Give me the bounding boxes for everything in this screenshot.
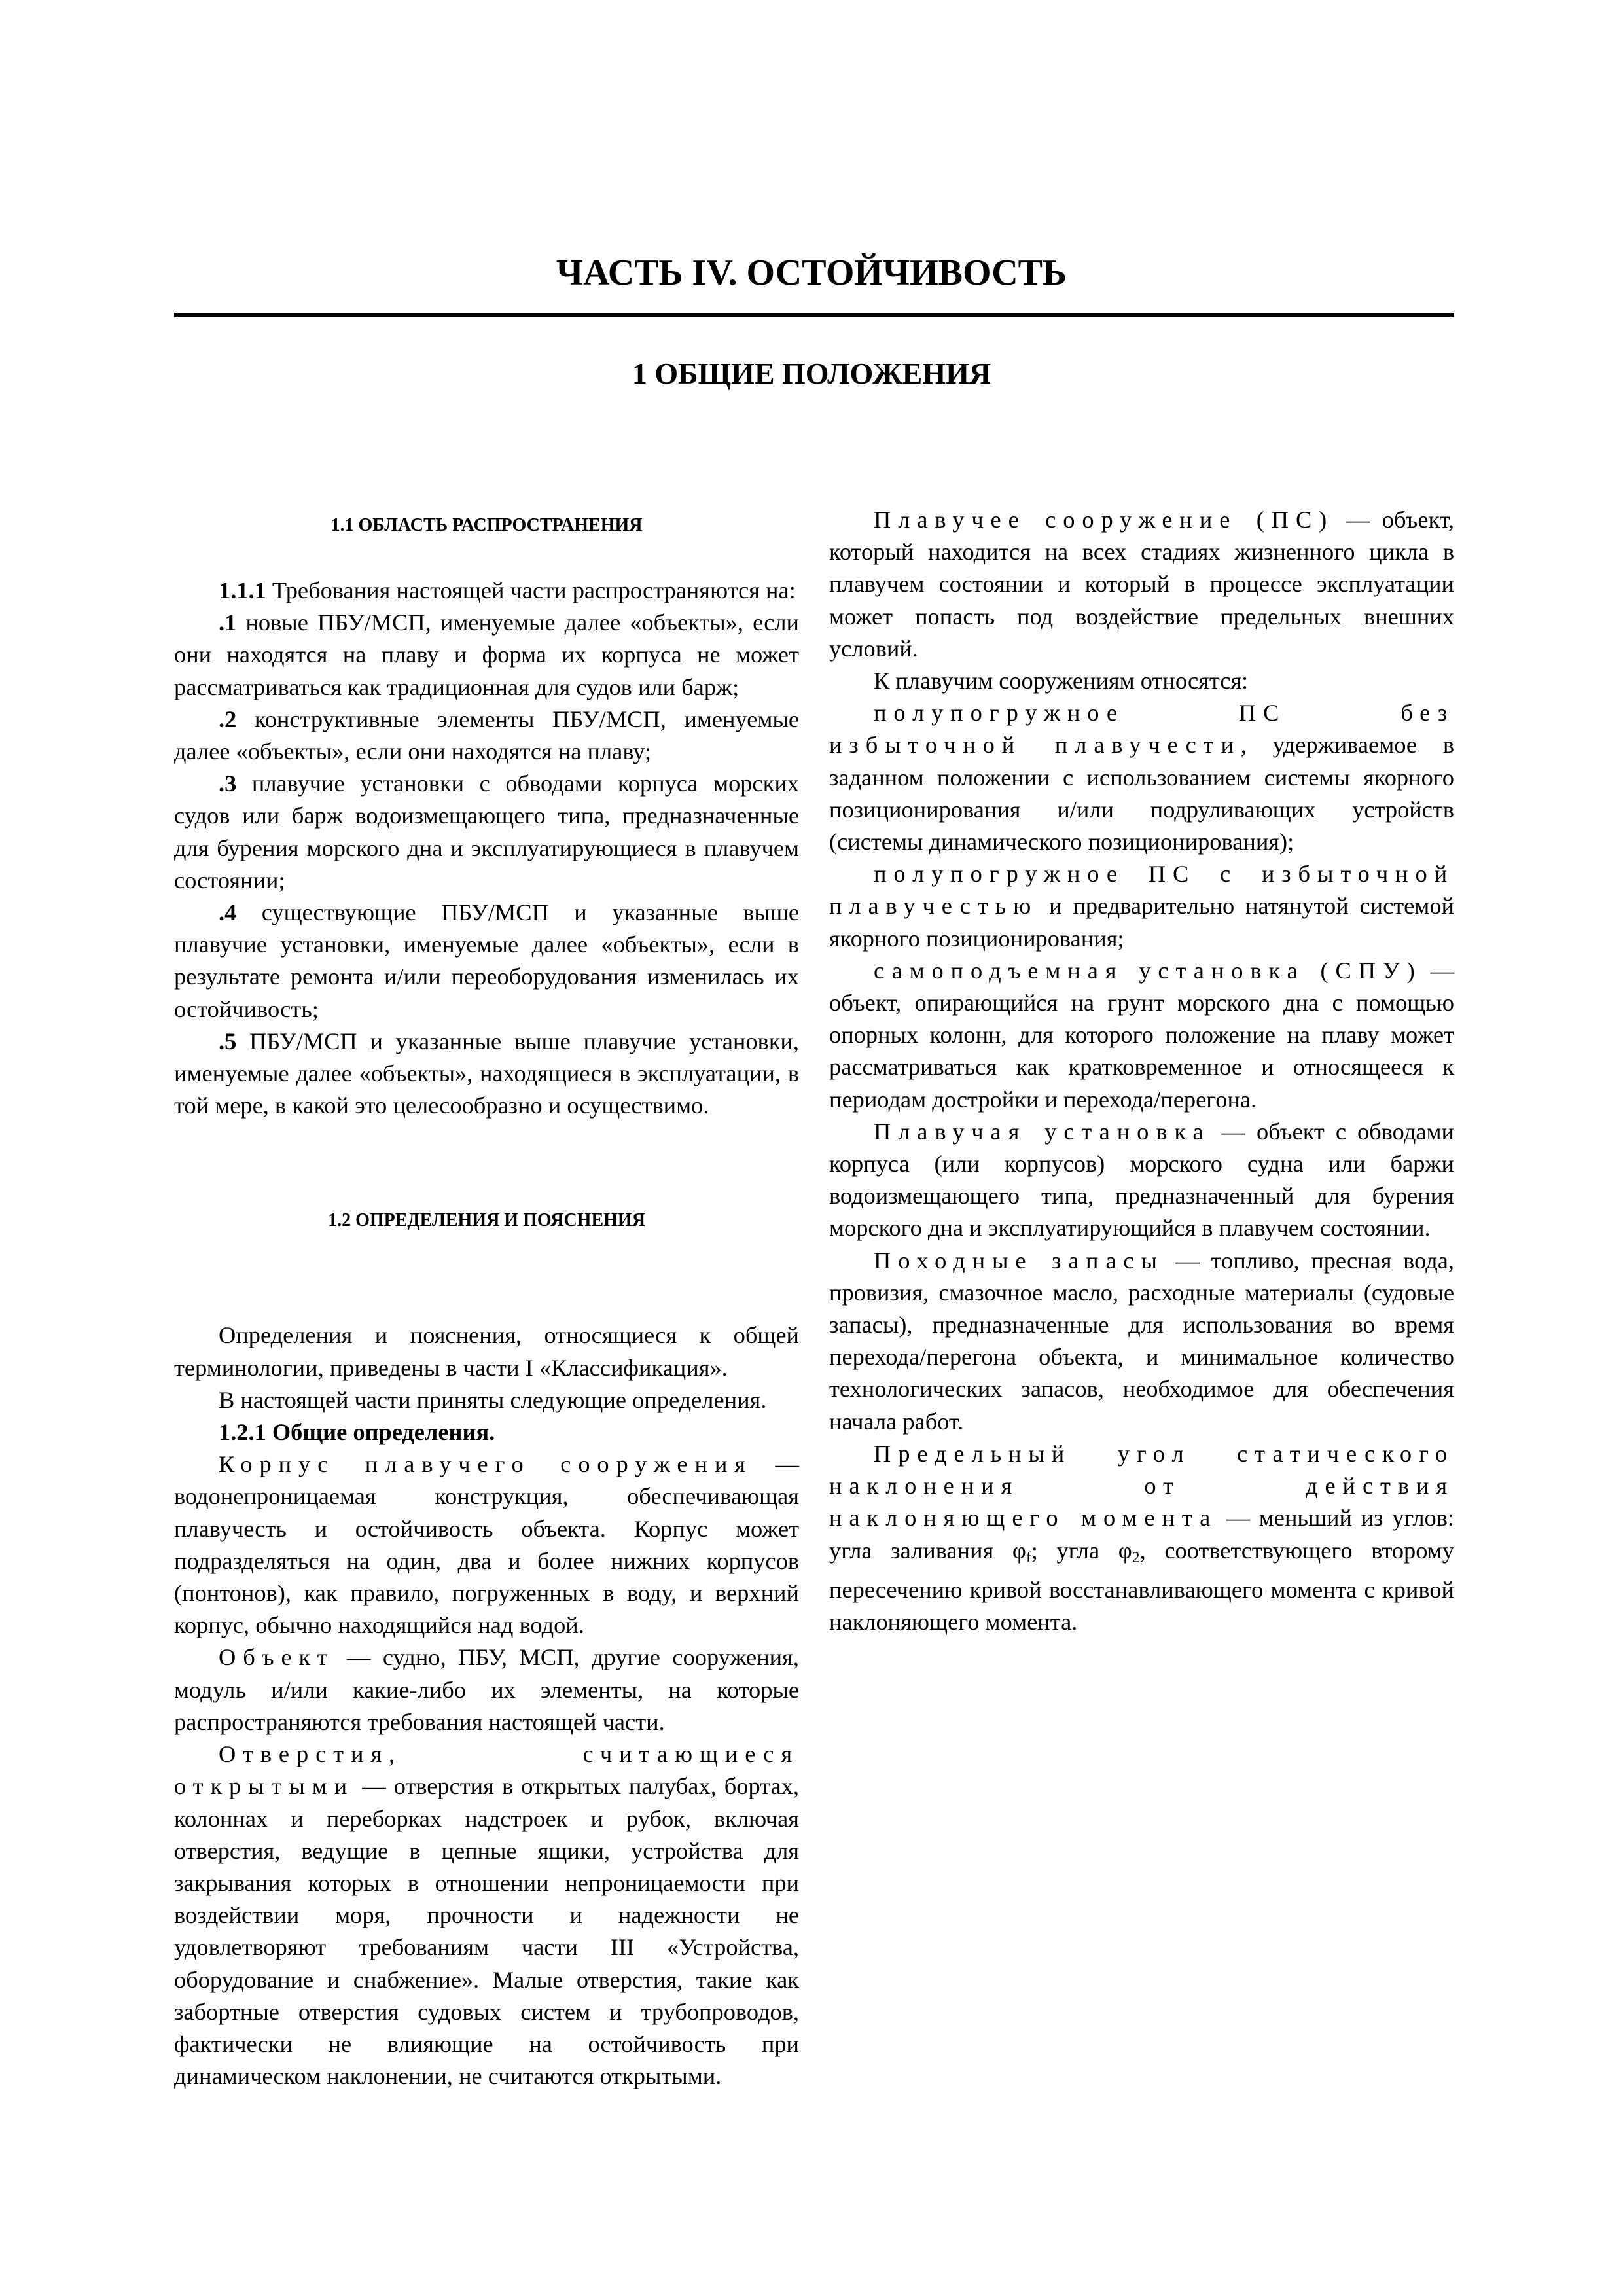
definition-semisub-buoyancy <box>829 858 1454 955</box>
subheading-general-definitions: 1.2.1 Общие определения. <box>219 1419 495 1446</box>
definition-openings <box>174 1738 799 2092</box>
paragraph-number: 1.1.1 <box>219 577 266 603</box>
left-column <box>174 504 799 2092</box>
definition-jackup <box>829 955 1454 1116</box>
heading-definitions: 1.2 ОПРЕДЕЛЕНИЯ И ПОЯСНЕНИЯ <box>328 1210 645 1231</box>
definition-text: , удерживаемое в заданном положении с использованием системы якорного позиционирования и/или подруливающих устройств (системы динамического позиционирования); <box>829 732 1455 855</box>
title-rule <box>174 313 1454 317</box>
definition-text: — меньший из углов: угла заливания φ <box>829 1505 1454 1564</box>
definition-text: ; угла φ <box>1031 1537 1132 1564</box>
list-item-number: .3 <box>219 770 237 797</box>
definition-floating-unit <box>829 1116 1454 1245</box>
definition-term: полупогружное ПС без избыточной плавучести <box>829 700 1454 759</box>
definition-text: , соответствующего второму пересечению кривой восстанавливающего момента с кривой наклоняющего момента. <box>829 1537 1454 1635</box>
list-item-number: .2 <box>219 706 237 732</box>
list-item-1 <box>174 607 799 704</box>
list-item-5 <box>174 1026 799 1122</box>
list-item-2 <box>174 704 799 768</box>
definition-voyage-stores <box>829 1245 1454 1438</box>
definition-floating-structure <box>829 504 1454 665</box>
definition-text: — объект с обводами корпуса (или корпусов) морского судна или баржи водоизмещающего типа, предназначенный для бурения морского дна и эксплуатирующийся в плавучем состоянии. <box>829 1118 1454 1242</box>
definition-term: самоподъемная установка (СПУ) <box>874 957 1422 984</box>
definition-hull <box>174 1448 799 1641</box>
list-item-text: новые ПБУ/МСП, именуемые далее «объекты», если они находятся на плаву и форма их корпуса не может рассматриваться как традиционная для судов или барж; <box>174 609 799 700</box>
section-title: 1 ОБЩИЕ ПОЛОЖЕНИЯ <box>632 357 991 390</box>
floating-structures-note: К плавучим сооружениям относятся: <box>874 668 1249 694</box>
list-item-text: существующие ПБУ/МСП и указанные выше плавучие установки, именуемые далее «объекты», если в результате ремонта и/или переоборудования изменилась их остойчивость; <box>174 899 799 1022</box>
definition-term: Предельный угол статического наклонения от действия наклоняющего момента <box>829 1440 1454 1532</box>
subscript-f: f <box>1026 1549 1031 1566</box>
paragraph-1-1-1 <box>174 575 799 607</box>
definition-semisub-no-buoyancy <box>829 697 1454 858</box>
definition-term: Походные запасы <box>874 1247 1164 1274</box>
definition-object <box>174 1641 799 1738</box>
right-column <box>829 504 1454 1638</box>
definition-text: — топливо, пресная вода, провизия, смазочное масло, расходные материалы (судовые запасы), предназначенные для использования во время перехода/перегона объекта, и минимальное количество технологических запасов, необходимое для обеспечения начала работ. <box>829 1247 1455 1435</box>
subscript-2: 2 <box>1132 1549 1140 1566</box>
definition-term: полупогружное ПС с избыточной плавучестью <box>829 861 1454 920</box>
part-title: ЧАСТЬ IV. ОСТОЙЧИВОСТЬ <box>556 253 1067 293</box>
list-item-3 <box>174 768 799 897</box>
definition-limit-angle <box>829 1438 1454 1638</box>
list-item-number: .5 <box>219 1028 237 1054</box>
definition-text: и предварительно натянутой системой якорного позиционирования; <box>829 893 1454 952</box>
definition-term: Плавучая установка <box>874 1118 1211 1145</box>
definitions-intro: Определения и пояснения, относящиеся к общей терминологии, приведены в части I «Классификация». <box>174 1322 799 1381</box>
list-item-number: .4 <box>219 899 237 926</box>
definition-text: — судно, ПБУ, МСП, другие сооружения, модуль и/или какие-либо их элементы, на которые распространяются требования настоящей части. <box>174 1644 799 1735</box>
definition-term: Объект <box>219 1644 335 1671</box>
heading-scope: 1.1 ОБЛАСТЬ РАСПРОСТРАНЕНИЯ <box>330 515 643 535</box>
list-item-text: плавучие установки с обводами корпуса морских судов или барж водоизмещающего типа, предназначенные для бурения морского дна и эксплуатирующиеся в плавучем состоянии; <box>174 770 799 893</box>
definition-text: — объект, который находится на всех стадиях жизненного цикла в плавучем состоянии и который в процессе эксплуатации может попасть под воздействие предельных внешних условий. <box>829 507 1454 662</box>
list-item-text: ПБУ/МСП и указанные выше плавучие установки, именуемые далее «объекты», находящиеся в эксплуатации, в той мере, в какой это целесообразно и осуществимо. <box>174 1028 799 1119</box>
definition-term: Корпус плавучего сооружения <box>219 1451 753 1478</box>
definition-text: — объект, опирающийся на грунт морского дна с помощью опорных колонн, для которого положение на плаву может рассматриваться как кратковременное и относящееся к периодам достройки и перехода/перегона. <box>829 957 1454 1113</box>
list-item-text: конструктивные элементы ПБУ/МСП, именуемые далее «объекты», если они находятся на плаву; <box>174 706 799 765</box>
definition-text: — отверстия в открытых палубах, бортах, колоннах и переборках надстроек и рубок, включая отверстия, ведущие в цепные ящики, устройства для закрывания которых в отношении непроницаемости при воздействии моря, прочности и надежности не удовлетворяют требованиям части III «Устройства, оборудование и снабжение». Малые отверстия, такие как забортные отверстия судовых систем и трубопроводов, фактически не влияющие на остойчивость при динамическом наклонении, не считаются открытыми. <box>174 1773 799 2090</box>
paragraph-text: Требования настоящей части распространяются на: <box>266 577 796 603</box>
definition-text: — водонепроницаемая конструкция, обеспечивающая плавучесть и остойчивость объекта. Корпус может подразделяться на один, два и более нижних корпусов (понтонов), как правило, погруженных в воду, и верхний корпус, обычно находящийся над водой. <box>174 1451 799 1639</box>
definitions-intro-2: В настоящей части приняты следующие определения. <box>219 1386 767 1413</box>
list-item-number: .1 <box>219 609 237 636</box>
list-item-4 <box>174 897 799 1026</box>
definition-term: Плавучее сооружение (ПС) <box>874 507 1334 533</box>
definition-term: Отверстия, считающиеся открытыми <box>174 1741 799 1800</box>
